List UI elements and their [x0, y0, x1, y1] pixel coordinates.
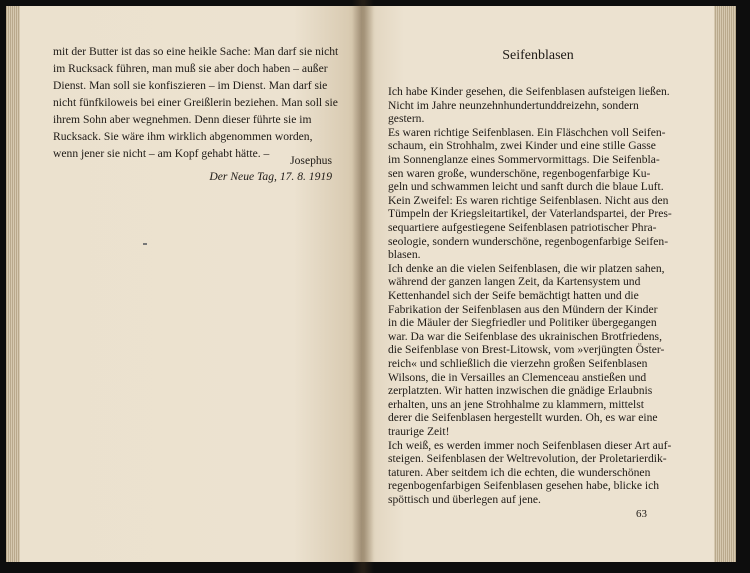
text-line: Wilsons, die in Versailles an Clemenceau anstießen und	[388, 370, 647, 384]
text-line: mit der Butter ist das so eine heikle Sache: Man darf sie nicht	[53, 45, 339, 58]
chapter-title: Seifenblasen	[502, 48, 574, 63]
text-line: erhalten, uns an jene Strohhalme zu klammern, mittelst	[388, 397, 644, 411]
page-edges-right	[714, 6, 736, 562]
book-spine-shadow	[352, 0, 374, 573]
text-line: Dienst. Man soll sie konfiszieren – im Dienst. Man darf sie	[53, 79, 328, 92]
text-line: Ich weiß, es werden immer noch Seifenblasen dieser Art auf-	[388, 438, 672, 452]
left-page	[20, 6, 362, 562]
text-line: Tümpeln der Kriegsleitartikel, der Vaterlandspartei, der Pres-	[388, 207, 672, 221]
text-line: Fabrikation der Seifenblasen aus den Mündern der Kinder	[388, 302, 658, 316]
text-line: im Sonnenglanze eines Sommervormittags. Die Seifenbla-	[388, 153, 660, 166]
text-line: zerplatzten. Wir hatten inzwischen die gnädige Erlaubnis	[388, 384, 653, 398]
text-line: wenn jener sie nicht – am Kopf gehabt hätte. –	[53, 147, 270, 160]
text-line: steigen. Seifenblasen der Weltrevolution, der Proletarierdik-	[388, 452, 667, 466]
text-line: sequartiere aufgestiegene Seifenblasen patriotischer Phra-	[388, 221, 657, 234]
text-line: Kein Zweifel: Es waren richtige Seifenblasen. Nicht aus den	[388, 193, 669, 207]
text-line: geln und schwammen leicht und sanft durch die blaue Luft.	[388, 180, 664, 194]
text-line: blasen.	[388, 248, 421, 262]
text-line: Ich habe Kinder gesehen, die Seifenblasen aufsteigen ließen.	[388, 85, 670, 98]
text-line: während der ganzen langen Zeit, da Kartensystem und	[388, 275, 641, 289]
text-line: Nicht im Jahre neunzehnhundertunddreizehn, sondern	[388, 98, 639, 112]
signature-source: Der Neue Tag, 17. 8. 1919	[209, 170, 332, 183]
right-page	[362, 6, 714, 562]
text-line: Es waren richtige Seifenblasen. Ein Fläschchen voll Seifen-	[388, 125, 666, 139]
text-line: taturen. Aber seitdem ich die echten, die wunderschönen	[388, 465, 651, 479]
text-line: gestern.	[388, 112, 425, 126]
text-line: reich« und schließlich die vierzehn großen Seifenblasen	[388, 357, 648, 370]
page-edges-left	[6, 6, 20, 562]
text-line: die Seifenblase von Brest-Litowsk, vom »verjüngten Öster-	[388, 343, 665, 357]
text-line: spöttisch und überlegen auf jene.	[388, 493, 541, 506]
text-line: Rucksack. Sie wäre ihm wirklich abgenommen worden,	[53, 130, 313, 143]
ink-speck	[143, 243, 147, 245]
text-line: traurige Zeit!	[388, 425, 450, 438]
text-line: im Rucksack führen, man muß sie aber doch haben – außer	[53, 62, 328, 75]
text-line: Kettenhandel sich der Seife bemächtigt hatten und die	[388, 289, 639, 302]
signature-name: Josephus	[290, 154, 332, 167]
text-line: nicht fünfkiloweis bei einer Greißlerin beziehen. Man soll sie	[53, 96, 338, 109]
text-line: Ich denke an die vielen Seifenblasen, die wir platzen sahen,	[388, 261, 665, 275]
text-line: regenbogenfarbigen Seifenblasen gesehen habe, blicke ich	[388, 479, 660, 493]
page-number: 63	[636, 508, 647, 520]
text-line: ihrem Sohn aber wegnehmen. Denn dieser führte sie im	[53, 113, 312, 126]
text-line: derer die Seifenblasen hergestellt wurden. Oh, es war eine	[388, 411, 658, 425]
text-line: schaum, ein Strohhalm, zwei Kinder und eine stille Gasse	[388, 139, 656, 153]
text-line: war. Da war die Seifenblase des ukrainischen Brotfriedens,	[388, 329, 662, 343]
text-line: in die Mäuler der Siegfriedler und Politiker übergegangen	[388, 316, 657, 330]
text-line: sen waren große, wunderschöne, regenbogenfarbige Ku-	[388, 166, 651, 180]
text-line: seologie, sondern wunderschöne, regenbogenfarbige Seifen-	[388, 234, 669, 248]
